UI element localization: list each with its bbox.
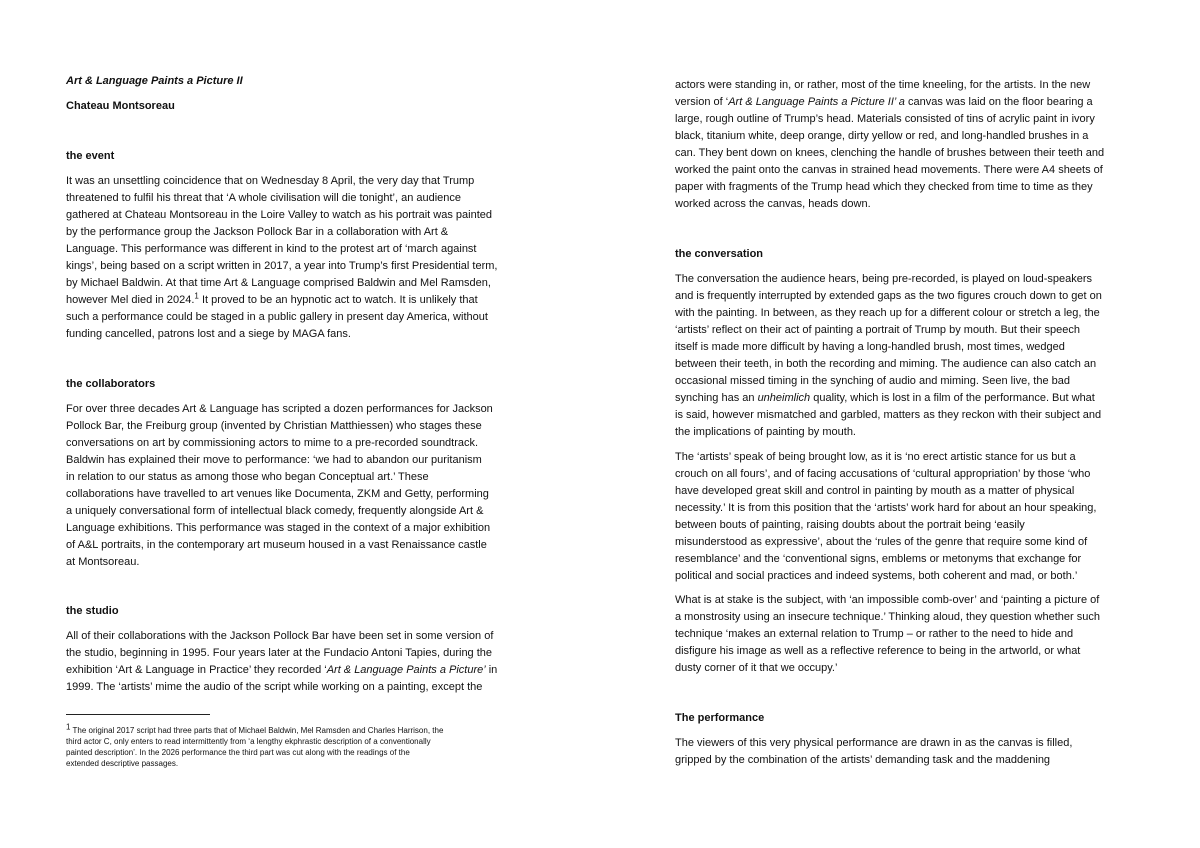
text-run: It proved to be an hypnotic act to watch. It is unlikely that (201, 294, 478, 306)
text-line: in relation to our status as among those who began Conceptual art.’ These (66, 471, 429, 483)
text-line: a monstrosity using an insecure technique.’ Thinking aloud, they question whether such (675, 611, 1100, 623)
section-body-conversation-p1 (675, 271, 1102, 441)
text-line (66, 722, 444, 736)
text-line: The viewers of this very physical performance are drawn in as the canvas is filled, (675, 737, 1073, 749)
text-line: is said, however mismatched and garbled, matters as they reckon with their subject and (675, 409, 1102, 421)
text-line: actors were standing in, or rather, most of the time kneeling, for the artists. In the new (675, 79, 1091, 91)
text-line (66, 662, 497, 679)
text-line: The conversation the audience hears, being pre-recorded, is played on loud-speakers (675, 273, 1093, 285)
section-body-studio (66, 628, 497, 696)
text-line: the studio, beginning in 1995. Four years later at the Fundacio Antoni Tapies, during the (66, 647, 493, 659)
footnote-number: 1 (66, 722, 71, 732)
text-line: a uniquely conversational form of intellectual black comedy, frequently alongside Art & (66, 505, 484, 517)
text-line: conversations on art by commissioning actors to mime to a pre-recorded soundtrack. (66, 437, 479, 449)
section-heading-performance: The performance (675, 712, 765, 724)
text-line: 1999. The ‘artists’ mime the audio of the script while working on a painting, except the (66, 681, 483, 693)
section-heading-event: the event (66, 150, 115, 162)
text-line: What is at stake is the subject, with ‘an impossible comb-over’ and ‘painting a picture of (675, 594, 1100, 606)
text-line: can. They bent down on knees, clenching the handle of brushes between their teeth and (675, 147, 1105, 159)
text-run: exhibition ‘Art & Language in Practice’ they recorded ‘ (66, 664, 327, 676)
text-line: crouch on all fours’, and of facing accusations of ‘cultural appropriation’ by those ‘who (675, 468, 1091, 480)
section-heading-collaborators: the collaborators (66, 378, 156, 390)
text-line: All of their collaborations with the Jackson Pollock Bar have been set in some version of (66, 630, 494, 642)
text-line: misunderstood as expressive’, about the ‘rules of the genre that require some kind of (675, 536, 1088, 548)
text-line: resemblance’ and the ‘conventional signs, emblems or metonyms that exchange for (675, 553, 1082, 565)
text-line: the implications of painting by mouth. (675, 426, 856, 438)
document-subtitle: Chateau Montsoreau (66, 100, 175, 112)
text-line: itself is made more difficult by having a long-handled brush, most times, wedged (675, 341, 1065, 353)
text-line: technique ‘makes an external relation to Trump – or rather to the need to hide and (675, 628, 1074, 640)
section-body-conversation-p2 (675, 449, 1096, 585)
text-line: funding cancelled, patrons lost and a siege by MAGA fans. (66, 328, 351, 340)
footnote-reference[interactable]: 1 (194, 291, 199, 301)
text-line: by Michael Baldwin. At that time Art & Language comprised Baldwin and Mel Ramsden, (66, 277, 491, 289)
text-line: between their teeth, in both the recording and miming. The audience can also catch an (675, 358, 1097, 370)
text-line: Language exhibitions. This performance was staged in the context of a major exhibition (66, 522, 491, 534)
text-line: worked across the canvas, heads down. (675, 198, 871, 210)
footnote (66, 722, 444, 769)
text-run: canvas was laid on the floor bearing a (904, 96, 1093, 108)
text-line: Language. This performance was different in kind to the protest art of ‘march against (66, 243, 477, 255)
text-line: black, titanium white, deep orange, dirty yellow or red, and long-handled brushes in a (675, 130, 1089, 142)
text-line: worked the paint onto the canvas in strained head movements. There were A4 sheets of (675, 164, 1103, 176)
text-line: gripped by the combination of the artists’ demanding task and the maddening (675, 754, 1051, 766)
section-body-collaborators (66, 401, 493, 571)
text-run: version of ‘ (675, 96, 729, 108)
section-body-conversation-p3 (675, 592, 1100, 677)
text-line: collaborations have travelled to art venues like Documenta, ZKM and Getty, performing (66, 488, 489, 500)
text-line: between bouts of painting, raising doubts about the portrait being ‘easily (675, 519, 1025, 531)
text-line: third actor C, only enters to read intermittently from ‘a lengthy ekphrastic description of a conventionally (66, 737, 431, 746)
text-line: necessity.’ It is from this position that the ‘artists’ work hard for about an hour speaking, (675, 502, 1097, 514)
document-title: Art & Language Paints a Picture II (66, 75, 243, 87)
text-run: in (485, 664, 498, 676)
text-line: kings’, being based on a script written in 2017, a year into Trump’s first Presidential term, (66, 260, 498, 272)
text-line: such a performance could be staged in a public gallery in present day America, without (66, 311, 488, 323)
text-line: political and social practices and indeed systems, both coherent and mad, or both.’ (675, 570, 1078, 582)
section-body-event (66, 173, 497, 343)
section-heading-conversation: the conversation (675, 248, 764, 260)
text-line: occasional missed timing in the synching of audio and miming. Seen live, the bad (675, 375, 1071, 387)
section-body-performance (675, 735, 1072, 769)
text-line: gathered at Chateau Montsoreau in the Loire Valley to watch as his portrait was painted (66, 209, 492, 221)
text-line: have developed great skill and control in painting by mouth as a matter of physical (675, 485, 1075, 497)
text-line (66, 292, 497, 309)
section-body-studio-continued (675, 77, 1104, 213)
text-line: For over three decades Art & Language has scripted a dozen performances for Jackson (66, 403, 493, 415)
section-heading-studio: the studio (66, 605, 119, 617)
text-line: large, rough outline of Trump’s head. Materials consisted of tins of acrylic paint in ivory (675, 113, 1095, 125)
text-line: of A&L portraits, in the contemporary art museum housed in a vast Renaissance castle (66, 539, 487, 551)
text-line: by the performance group the Jackson Pollock Bar in a collaboration with Art & (66, 226, 449, 238)
emphasis-word: unheimlich (757, 392, 811, 404)
text-line: The ‘artists’ speak of being brought low, as it is ‘no erect artistic stance for us but a (675, 451, 1076, 463)
text-line: It was an unsettling coincidence that on Wednesday 8 April, the very day that Trump (66, 175, 475, 187)
work-title: Art & Language Paints a Picture’ (326, 664, 486, 676)
text-line: dusty corner of it that we occupy.’ (675, 662, 838, 674)
footnote-divider (66, 714, 210, 715)
text-line: disfigure his image as well as a reflective reference to being in the artworld, or what (675, 645, 1081, 657)
text-run: The original 2017 script had three parts that of Michael Baldwin, Mel Ramsden and Charles Harrison, the (70, 726, 444, 735)
text-line: threatened to fulfil his threat that ‘A whole civilisation will die tonight’, an audience (66, 192, 462, 204)
text-line (675, 390, 1102, 407)
text-line: paper with fragments of the Trump head which they checked from time to time as they (675, 181, 1093, 193)
text-line: painted description’. In the 2026 performance the third part was cut along with the readings of the (66, 748, 410, 757)
text-line: and is frequently interrupted by extended gaps as the two figures crouch down to get on (675, 290, 1102, 302)
text-line (675, 94, 1104, 111)
work-title: Art & Language Paints a Picture II’ a (728, 96, 905, 108)
text-line: with the painting. In between, as they reach up for a different colour or stretch a leg, the (675, 307, 1100, 319)
text-line: Baldwin has explained their move to performance: ‘we had to abandon our puritanism (66, 454, 482, 466)
text-run: quality, which is lost in a film of the performance. But what (810, 392, 1095, 404)
text-line: extended descriptive passages. (66, 759, 179, 768)
text-line: Pollock Bar, the Freiburg group (invented by Christian Matthiessen) who stages these (66, 420, 482, 432)
text-run: synching has an (675, 392, 758, 404)
text-line: at Montsoreau. (66, 556, 140, 568)
text-line: ‘artists’ reflect on their act of painting a portrait of Trump by mouth. But their speech (675, 324, 1080, 336)
text-run: however Mel died in 2024. (66, 294, 195, 306)
